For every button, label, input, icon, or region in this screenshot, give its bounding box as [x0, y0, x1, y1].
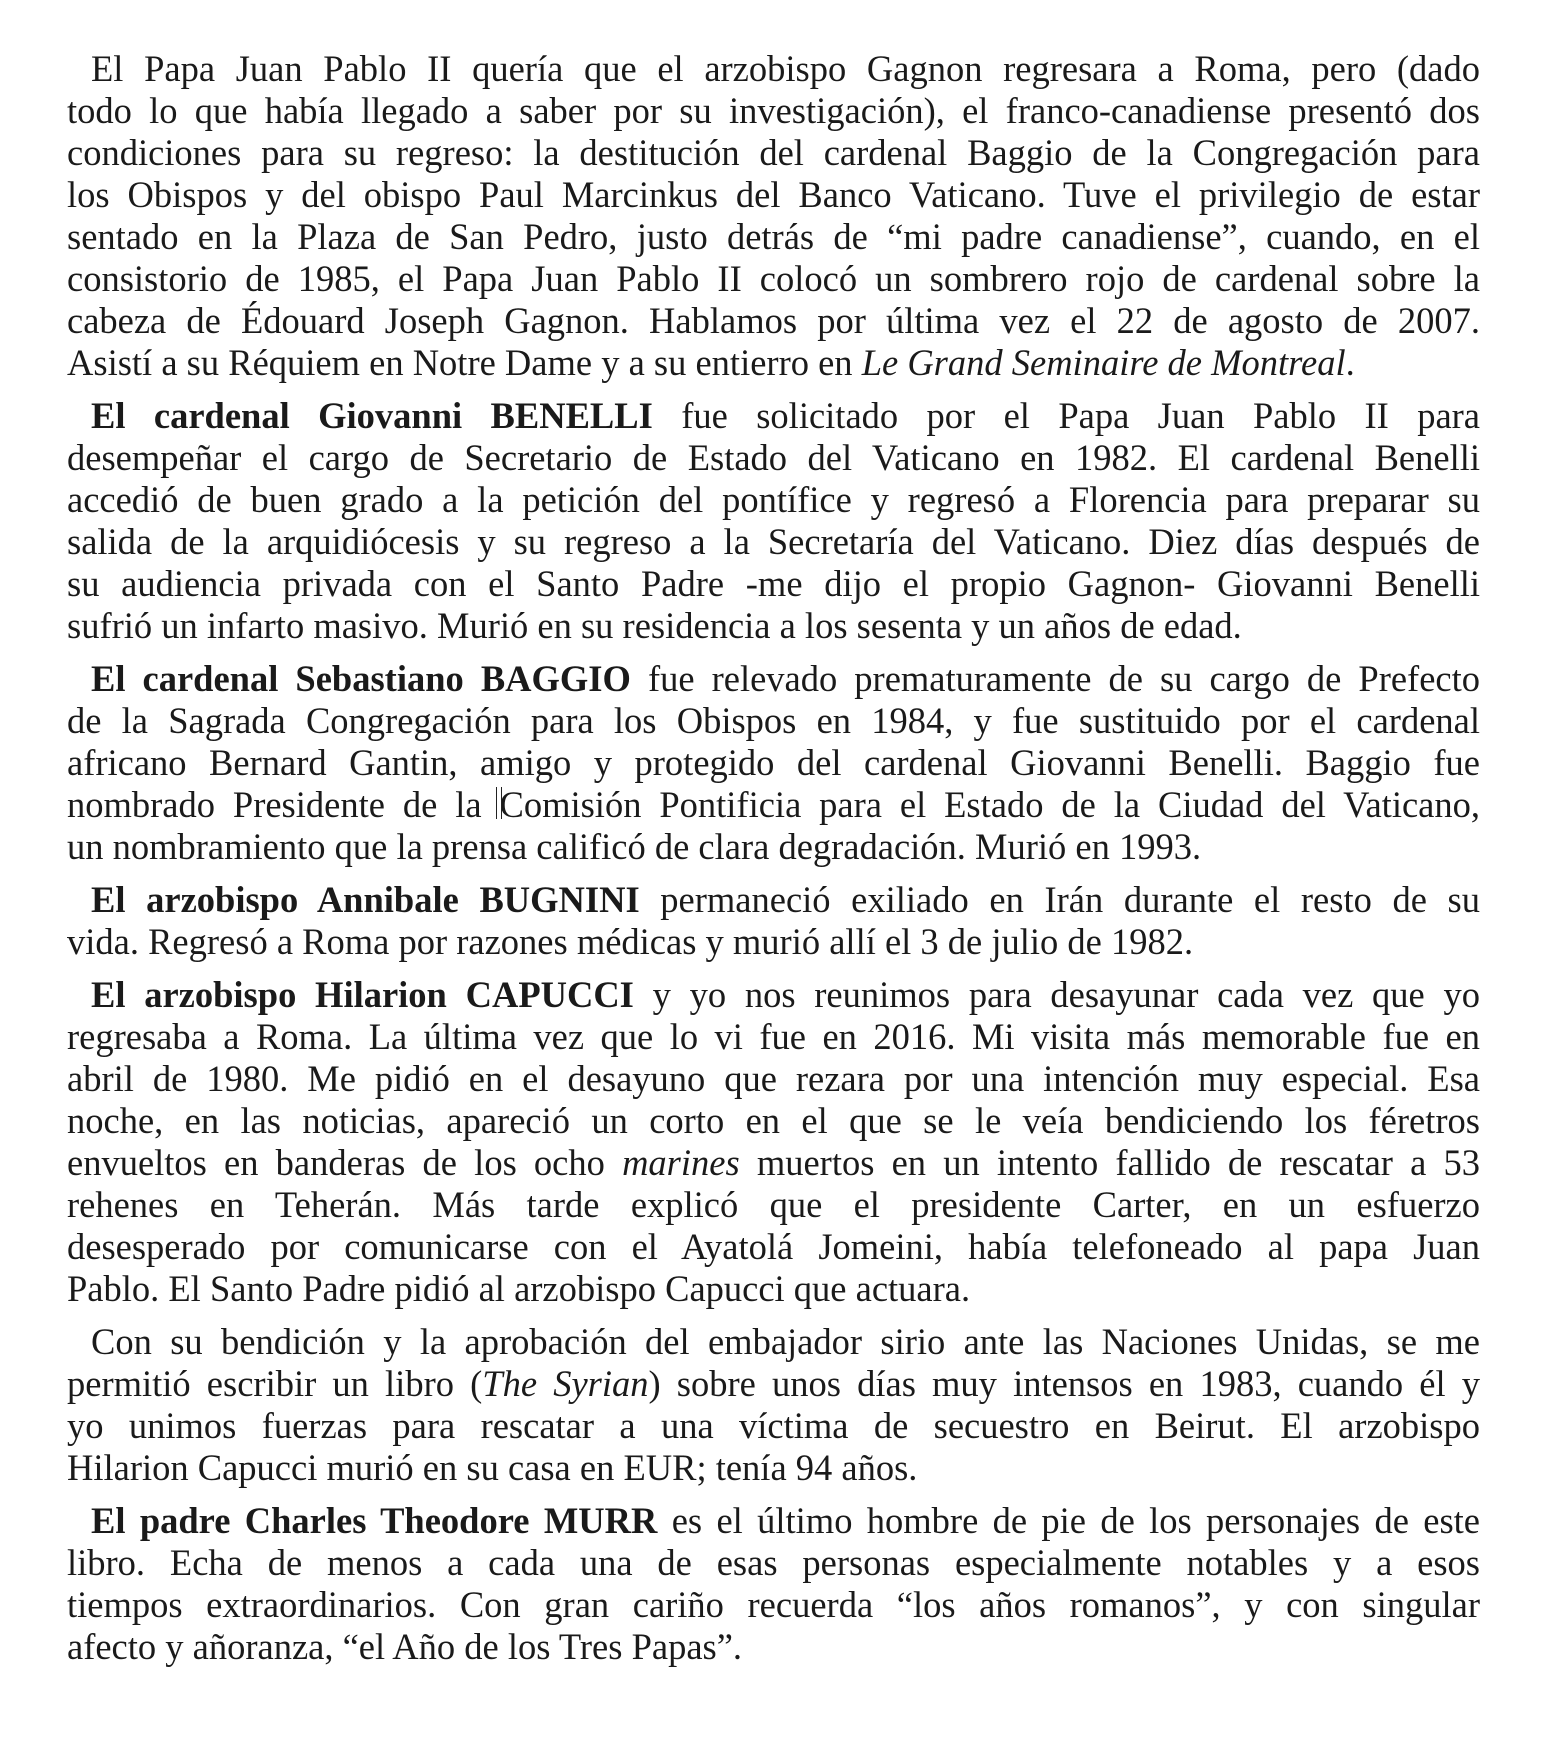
text-line: [67, 1363, 1480, 1405]
text-line: [67, 1100, 1480, 1142]
text-line: [67, 521, 1480, 563]
text-line: [67, 1405, 1480, 1447]
text-run: noche, en las noticias, apareció un corto en el que se le veía bendiciendo los féretros: [67, 1100, 1480, 1141]
text-run: Asistí a su Réquiem en Notre Dame y a su entierro en: [67, 342, 862, 383]
text-line: [67, 216, 1480, 258]
text-line: [67, 174, 1480, 216]
text-run: libro. Echa de menos a cada una de esas personas especialmente notables y a esos: [67, 1542, 1480, 1583]
text-line: [67, 879, 1480, 921]
text-run: envueltos en banderas de los ocho: [67, 1142, 623, 1183]
text-run: afecto y añoranza, “el Año de los Tres Papas”.: [67, 1626, 743, 1667]
text-line: [67, 742, 1480, 784]
bold-name: El arzobispo Annibale BUGNINI: [91, 879, 640, 920]
text-run: un nombramiento que la prensa calificó de clara degradación. Murió en 1993.: [67, 826, 1202, 867]
paragraph-baggio: [67, 658, 1480, 868]
paragraph-murr: [67, 1500, 1480, 1668]
text-run: desempeñar el cargo de Secretario de Estado del Vaticano en 1982. El cardenal Benelli: [67, 437, 1480, 478]
text-line: [67, 1016, 1480, 1058]
text-run: ) sobre unos días muy intensos en 1983, cuando él y: [648, 1363, 1481, 1404]
text-run: .: [1345, 342, 1355, 383]
text-run: fue relevado prematuramente de su cargo de Prefecto: [630, 658, 1480, 699]
text-run: africano Bernard Gantin, amigo y protegido del cardenal Giovanni Benelli. Baggio fue: [67, 742, 1480, 783]
text-run: regresaba a Roma. La última vez que lo vi fue en 2016. Mi visita más memorable fue en: [67, 1016, 1480, 1057]
italic-title: Le Grand Seminaire de Montreal: [861, 342, 1346, 383]
text-run: Hilarion Capucci murió en su casa en EUR; tenía 94 años.: [67, 1447, 918, 1488]
text-run: vida. Regresó a Roma por razones médicas y murió allí el 3 de julio de 1982.: [67, 921, 1194, 962]
text-run: permaneció exiliado en Irán durante el resto de su: [639, 879, 1480, 920]
text-line: [67, 784, 1480, 826]
italic-title: The Syrian: [482, 1363, 649, 1404]
bold-name: El cardenal Giovanni BENELLI: [91, 395, 653, 436]
text-line: [67, 1226, 1480, 1268]
text-run: muertos en un intento fallido de rescatar a 53: [739, 1142, 1480, 1183]
document-page: [67, 48, 1480, 1679]
text-run: sentado en la Plaza de San Pedro, justo detrás de “mi padre canadiense”, cuando, en el: [67, 216, 1480, 257]
text-line: [67, 342, 1480, 384]
text-line: [67, 1184, 1480, 1226]
text-line: [67, 605, 1480, 647]
text-line: [67, 1500, 1480, 1542]
paragraph-bugnini: [67, 879, 1480, 963]
text-line: [67, 921, 1480, 963]
text-run: cabeza de Édouard Joseph Gagnon. Hablamos por última vez el 22 de agosto de 2007.: [67, 300, 1480, 341]
text-line: [67, 826, 1480, 868]
text-line: [67, 1142, 1480, 1184]
paragraph-capucci-blessing: [67, 1321, 1480, 1489]
text-line: [67, 658, 1480, 700]
text-line: [67, 1447, 1480, 1489]
text-run: y yo nos reunimos para desayunar cada vez que yo: [633, 974, 1480, 1015]
text-run: los Obispos y del obispo Paul Marcinkus del Banco Vaticano. Tuve el privilegio de estar: [67, 174, 1480, 215]
text-run: El Papa Juan Pablo II quería que el arzobispo Gagnon regresara a Roma, pero (dado: [91, 48, 1480, 89]
text-run: es el último hombre de pie de los personajes de este: [657, 1500, 1480, 1541]
text-line: [67, 1626, 1480, 1668]
text-line: [67, 974, 1480, 1016]
text-run: salida de la arquidiócesis y su regreso a la Secretaría del Vaticano. Diez días después de: [67, 521, 1480, 562]
text-run: tiempos extraordinarios. Con gran cariño recuerda “los años romanos”, y con singular: [67, 1584, 1480, 1625]
text-line: [67, 437, 1480, 479]
text-line: [67, 1058, 1480, 1100]
text-line: [67, 700, 1480, 742]
text-run: permitió escribir un libro (: [67, 1363, 483, 1404]
text-line: [67, 395, 1480, 437]
text-line: [67, 479, 1480, 521]
text-run: yo unimos fuerzas para rescatar a una víctima de secuestro en Beirut. El arzobispo: [67, 1405, 1480, 1446]
bold-name: El padre Charles Theodore MURR: [91, 1500, 658, 1541]
text-run: su audiencia privada con el Santo Padre -me dijo el propio Gagnon- Giovanni Benelli: [67, 563, 1480, 604]
text-line: [67, 1584, 1480, 1626]
text-line: [67, 300, 1480, 342]
text-run: condiciones para su regreso: la destitución del cardenal Baggio de la Congregación para: [67, 132, 1480, 173]
text-line: [67, 90, 1480, 132]
text-line: [67, 258, 1480, 300]
text-run: accedió de buen grado a la petición del pontífice y regresó a Florencia para preparar su: [67, 479, 1480, 520]
text-run: fue solicitado por el Papa Juan Pablo II para: [652, 395, 1480, 436]
paragraph-benelli: [67, 395, 1480, 647]
text-run: abril de 1980. Me pidió en el desayuno que rezara por una intención muy especial. Esa: [67, 1058, 1480, 1099]
text-line: [67, 1268, 1480, 1310]
text-line: [67, 1321, 1480, 1363]
text-run: Comisión Pontificia para el Estado de la Ciudad del Vaticano,: [499, 784, 1480, 825]
text-run: consistorio de 1985, el Papa Juan Pablo II colocó un sombrero rojo de cardenal sobre la: [67, 258, 1480, 299]
text-run: Pablo. El Santo Padre pidió al arzobispo Capucci que actuara.: [67, 1268, 971, 1309]
text-run: todo lo que había llegado a saber por su investigación), el franco-canadiense presentó dos: [67, 90, 1480, 131]
text-run: de la Sagrada Congregación para los Obispos en 1984, y fue sustituido por el cardenal: [67, 700, 1480, 741]
paragraph-gagnon-return: [67, 48, 1480, 384]
italic-title: marines: [622, 1142, 740, 1183]
text-run: rehenes en Teherán. Más tarde explicó que el presidente Carter, en un esfuerzo: [67, 1184, 1480, 1225]
text-run: desesperado por comunicarse con el Ayatolá Jomeini, había telefoneado al papa Juan: [67, 1226, 1480, 1267]
text-run: nombrado Presidente de la: [67, 784, 500, 825]
text-line: [67, 132, 1480, 174]
text-run: Con su bendición y la aprobación del embajador sirio ante las Naciones Unidas, se me: [91, 1321, 1480, 1362]
text-line: [67, 48, 1480, 90]
text-line: [67, 1542, 1480, 1584]
text-run: sufrió un infarto masivo. Murió en su residencia a los sesenta y un años de edad.: [67, 605, 1242, 646]
bold-name: El cardenal Sebastiano BAGGIO: [91, 658, 631, 699]
bold-name: El arzobispo Hilarion CAPUCCI: [91, 974, 634, 1015]
text-line: [67, 563, 1480, 605]
paragraph-capucci: [67, 974, 1480, 1310]
paragraph-list: [67, 48, 1480, 1668]
